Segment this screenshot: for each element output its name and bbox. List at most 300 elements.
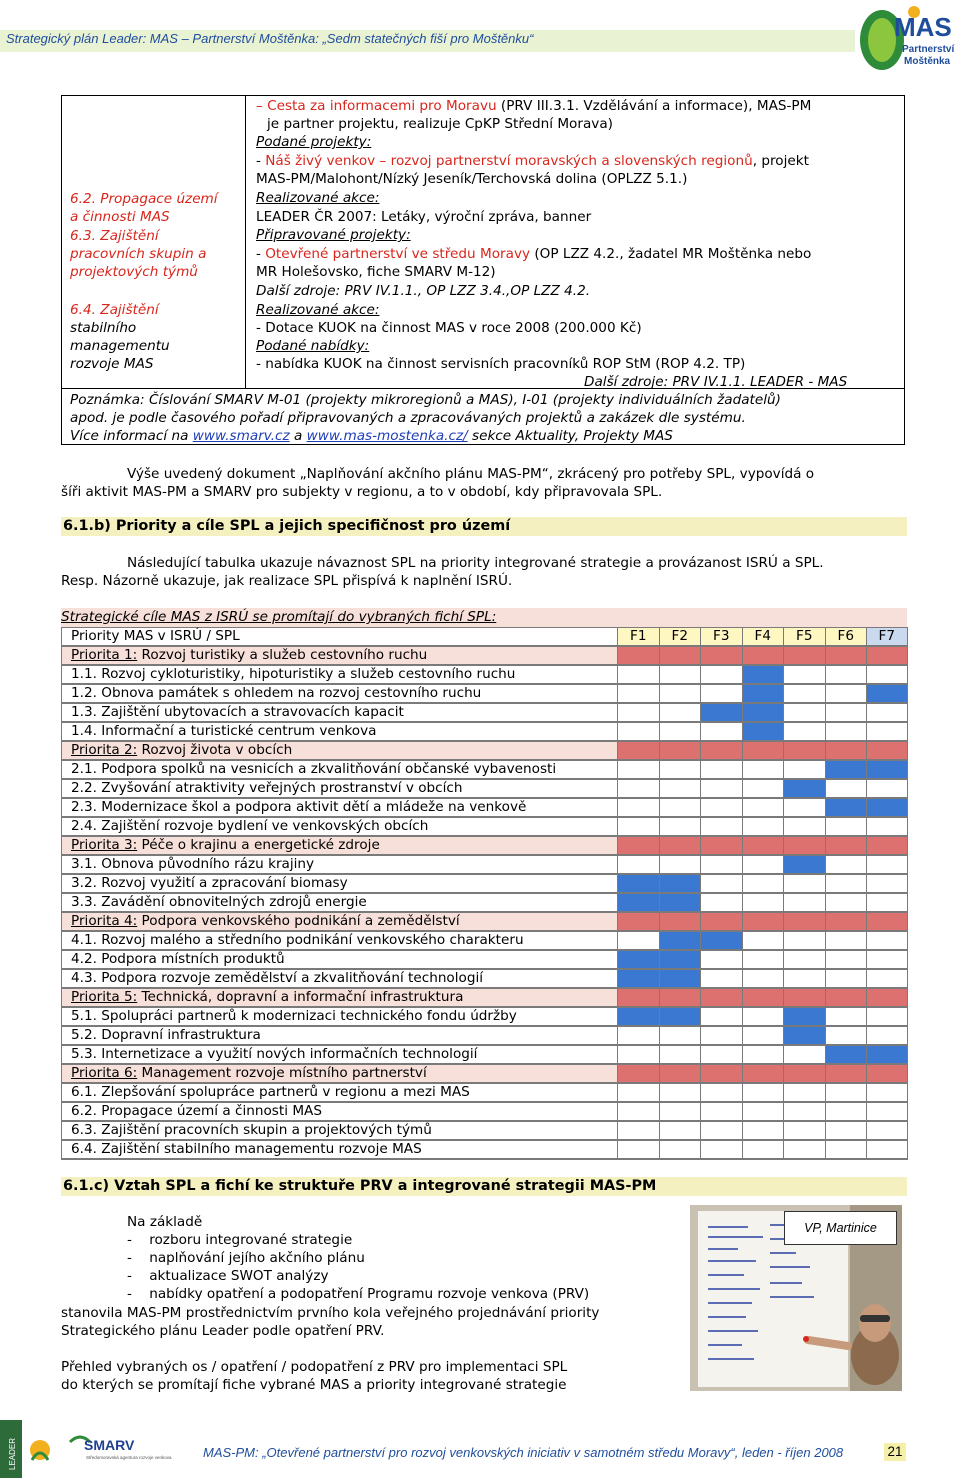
row-malohont: MAS-PM/Malohont/Nízký Jeseník/Terchovská dolina (OPLZZ 5.1.) (256, 171, 688, 187)
list-item: - naplňování jejího akčního plánu (127, 1250, 365, 1266)
section-c-intro: Na základě (127, 1214, 203, 1230)
link-smarv[interactable]: www.smarv.cz (192, 428, 290, 444)
matrix-cell-f7 (866, 684, 908, 703)
matrix-row-label: 4.2. Podpora místních produktů (61, 950, 617, 969)
matrix-cell-f7 (866, 1007, 908, 1026)
fiche-header-f2: F2 (659, 627, 701, 646)
matrix-cell-f2 (659, 665, 701, 684)
matrix-cell-f3 (700, 893, 742, 912)
matrix-cell-f3 (700, 931, 742, 950)
matrix-cell-f2 (659, 1102, 701, 1121)
matrix-cell-f7 (866, 874, 908, 893)
matrix-cell-f3 (700, 912, 742, 931)
goal-row (61, 722, 908, 741)
matrix-cell-f1 (617, 874, 659, 893)
matrix-cell-f6 (825, 969, 867, 988)
matrix-cell-f7 (866, 798, 908, 817)
matrix-cell-f4 (742, 798, 784, 817)
matrix-cell-f6 (825, 1102, 867, 1121)
matrix-cell-f6 (825, 779, 867, 798)
matrix-cell-f4 (742, 1007, 784, 1026)
matrix-cell-f1 (617, 893, 659, 912)
matrix-cell-f5 (783, 1064, 825, 1083)
matrix-cell-f2 (659, 874, 701, 893)
matrix-cell-f3 (700, 1083, 742, 1102)
goal-row (61, 969, 908, 988)
matrix-title-row: Strategické cíle MAS z ISRÚ se promítají do vybraných fichí SPL: (61, 608, 907, 627)
matrix-cell-f7 (866, 646, 908, 665)
matrix-cell-f5 (783, 1045, 825, 1064)
matrix-header-label: Priority MAS v ISRÚ / SPL (61, 627, 617, 646)
goal-row (61, 1045, 908, 1064)
matrix-cell-f5 (783, 836, 825, 855)
matrix-cell-f4 (742, 893, 784, 912)
goal-row (61, 703, 908, 722)
matrix-cell-f3 (700, 1007, 742, 1026)
matrix-cell-f4 (742, 874, 784, 893)
matrix-cell-f2 (659, 1083, 701, 1102)
label-podane-nabidky: Podané nabídky: (256, 338, 370, 354)
matrix-cell-f1 (617, 760, 659, 779)
matrix-cell-f1 (617, 1045, 659, 1064)
goal-row (61, 893, 908, 912)
matrix-cell-f3 (700, 646, 742, 665)
matrix-cell-f4 (742, 836, 784, 855)
goal-row (61, 798, 908, 817)
matrix-cell-f2 (659, 836, 701, 855)
smarv-logo (66, 1432, 172, 1472)
matrix-cell-f5 (783, 798, 825, 817)
matrix-cell-f4 (742, 646, 784, 665)
matrix-cell-f5 (783, 646, 825, 665)
projects-table: 6.2. Propagace území a činnosti MAS 6.3. Zajištění pracovních skupin a projektových týmů 6.4. Zajištění stabilního managementu rozvoje MAS – Cesta za informacemi pro Moravu (PRV III.3.1. Vzdělávání a informace), MAS-PM je partner projektu, realizuje CpKP Střední Morava) Podané projekty: - Náš živý venkov – rozvoj partnerství moravských a slovenských regionů, projekt MAS-PM/Malohont/Nízký Jeseník/Terchovská dolina (OPLZZ 5.1.) Realizované akce: LEADER ČR 2007: Letáky, výroční zpráva, banner Připravované projekty: - Otevřené partnerství ve středu Moravy (OP LZZ 4.2., žadatel MR Moštěnka nebo MR Holešovsko, fiche SMARV M-12) Další zdroje: PRV IV.1.1., OP LZZ 3.4.,OP LZZ 4.2. Realizované akce: - Dotace KUOK na činnost MAS v roce 2008 (200.000 Kč) Podané nabídky: - nabídka KUOK na činnost servisních pracovníků ROP StM (ROP 4.2. TP) Další zdroje: PRV IV.1.1. LEADER - MAS Poznámka: Číslování SMARV M-01 (projekty mikroregionů a MAS), I-01 (projekty individuálních žadatelů) apod. je podle časového pořadí připravovaných a zpracovávaných projektů a zakázek dle systému. Více informací na www.smarv.cz a www.mas-mostenka.cz/ sekce Aktuality, Projekty MAS (61, 95, 905, 445)
matrix-cell-f3 (700, 1064, 742, 1083)
matrix-cell-f5 (783, 1102, 825, 1121)
matrix-cell-f3 (700, 874, 742, 893)
matrix-cell-f2 (659, 1007, 701, 1026)
matrix-row-label: 6.2. Propagace území a činnosti MAS (61, 1102, 617, 1121)
matrix-cell-f3 (700, 817, 742, 836)
matrix-cell-f6 (825, 741, 867, 760)
matrix-cell-f7 (866, 1121, 908, 1140)
matrix-row-label: Priorita 2: Rozvoj života v obcích (61, 741, 617, 760)
matrix-cell-f7 (866, 1102, 908, 1121)
matrix-cell-f3 (700, 969, 742, 988)
goal-row (61, 1102, 908, 1121)
matrix-cell-f1 (617, 988, 659, 1007)
matrix-row-label: 3.1. Obnova původního rázu krajiny (61, 855, 617, 874)
note-line-3: Více informací na www.smarv.cz a www.mas-mostenka.cz/ sekce Aktuality, Projekty MAS (70, 428, 673, 444)
matrix-cell-f4 (742, 950, 784, 969)
matrix-cell-f1 (617, 798, 659, 817)
matrix-cell-f5 (783, 741, 825, 760)
matrix-cell-f7 (866, 665, 908, 684)
list-item: - nabídky opatření a podopatření Programu rozvoje venkova (PRV) (127, 1286, 590, 1302)
row-leader-cr: LEADER ČR 2007: Letáky, výroční zpráva, banner (256, 209, 592, 225)
goal-row (61, 817, 908, 836)
matrix-cell-f1 (617, 1007, 659, 1026)
matrix-cell-f7 (866, 1083, 908, 1102)
goal-row (61, 931, 908, 950)
matrix-cell-f6 (825, 722, 867, 741)
matrix-cell-f5 (783, 893, 825, 912)
matrix-cell-f1 (617, 855, 659, 874)
matrix-cell-f1 (617, 1102, 659, 1121)
matrix-cell-f7 (866, 988, 908, 1007)
matrix-row-label: 1.4. Informační a turistické centrum venkova (61, 722, 617, 741)
matrix-cell-f6 (825, 855, 867, 874)
matrix-cell-f6 (825, 817, 867, 836)
matrix-cell-f3 (700, 703, 742, 722)
matrix-cell-f5 (783, 1140, 825, 1159)
matrix-row-label: 2.1. Podpora spolků na vesnicích a zkvalitňování občanské vybavenosti (61, 760, 617, 779)
matrix-cell-f2 (659, 931, 701, 950)
matrix-cell-f3 (700, 950, 742, 969)
matrix-cell-f5 (783, 1083, 825, 1102)
matrix-cell-f1 (617, 1121, 659, 1140)
goal-row (61, 1121, 908, 1140)
matrix-row-label: 2.4. Zajištění rozvoje bydlení ve venkovských obcích (61, 817, 617, 836)
section-c-line-4: Přehled vybraných os / opatření / podopatření z PRV pro implementaci SPL (61, 1359, 568, 1375)
matrix-cell-f4 (742, 988, 784, 1007)
matrix-cell-f5 (783, 684, 825, 703)
matrix-cell-f6 (825, 950, 867, 969)
matrix-cell-f3 (700, 741, 742, 760)
matrix-cell-f5 (783, 665, 825, 684)
row-mr-holesovsko: MR Holešovsko, fiche SMARV M-12) (256, 264, 496, 280)
row-cesta: – Cesta za informacemi pro Moravu (PRV III.3.1. Vzdělávání a informace), MAS-PM (256, 98, 812, 114)
goal-row (61, 1026, 908, 1045)
matrix-cell-f2 (659, 893, 701, 912)
goal-row (61, 1140, 908, 1159)
logo-partnerstvi-text: Partnerství (902, 44, 955, 55)
matrix-cell-f6 (825, 798, 867, 817)
matrix-bottom-border (61, 1159, 908, 1160)
label-podane-projekty: Podané projekty: (256, 134, 372, 150)
matrix-cell-f4 (742, 931, 784, 950)
matrix-cell-f4 (742, 703, 784, 722)
matrix-cell-f5 (783, 874, 825, 893)
matrix-cell-f2 (659, 988, 701, 1007)
matrix-cell-f1 (617, 1026, 659, 1045)
matrix-row-label: 4.1. Rozvoj malého a středního podnikání venkovského charakteru (61, 931, 617, 950)
priority-row (61, 836, 908, 855)
footer-text: MAS-PM: „Otevřené partnerství pro rozvoj venkovských iniciativ v samotném středu Moravy“, leden - říjen 2008 (203, 1445, 844, 1460)
row-nabidka-kuok: - nabídka KUOK na činnost servisních pracovníků ROP StM (ROP 4.2. TP) (256, 356, 746, 372)
matrix-cell-f7 (866, 760, 908, 779)
matrix-cell-f6 (825, 1026, 867, 1045)
matrix-cell-f1 (617, 779, 659, 798)
matrix-cell-f1 (617, 931, 659, 950)
list-item: - aktualizace SWOT analýzy (127, 1268, 329, 1284)
goal-row (61, 1083, 908, 1102)
matrix-cell-f2 (659, 1045, 701, 1064)
matrix-cell-f1 (617, 950, 659, 969)
matrix-row-label: 5.2. Dopravní infrastruktura (61, 1026, 617, 1045)
logo-mostenka-text: Moštěnka (904, 56, 951, 67)
matrix-cell-f3 (700, 684, 742, 703)
matrix-cell-f2 (659, 817, 701, 836)
fiche-header-f1: F1 (617, 627, 659, 646)
matrix-cell-f2 (659, 703, 701, 722)
matrix-cell-f5 (783, 950, 825, 969)
matrix-cell-f3 (700, 798, 742, 817)
fiche-header-f4: F4 (742, 627, 784, 646)
matrix-row-label: Priorita 4: Podpora venkovského podnikání a zemědělství (61, 912, 617, 931)
priority-row (61, 912, 908, 931)
matrix-cell-f4 (742, 684, 784, 703)
logo-mas-text: MAS (894, 12, 952, 42)
matrix-cell-f7 (866, 855, 908, 874)
matrix-cell-f1 (617, 912, 659, 931)
priority-row (61, 988, 908, 1007)
matrix-cell-f5 (783, 1007, 825, 1026)
mas-logo (852, 0, 960, 75)
matrix-cell-f2 (659, 950, 701, 969)
matrix-cell-f5 (783, 969, 825, 988)
row-dalsi-zdroje-2: Další zdroje: PRV IV.1.1. LEADER - MAS (584, 374, 848, 390)
matrix-cell-f1 (617, 684, 659, 703)
matrix-row-label: Priorita 5: Technická, dopravní a informační infrastruktura (61, 988, 617, 1007)
matrix-row-label: 6.1. Zlepšování spolupráce partnerů v regionu a mezi MAS (61, 1083, 617, 1102)
matrix-cell-f2 (659, 1064, 701, 1083)
matrix-row-label: 6.3. Zajištění pracovních skupin a projektových týmů (61, 1121, 617, 1140)
matrix-cell-f6 (825, 665, 867, 684)
goal-row (61, 684, 908, 703)
row-dotace-kuok: - Dotace KUOK na činnost MAS v roce 2008 (200.000 Kč) (256, 320, 642, 336)
matrix-cell-f2 (659, 1121, 701, 1140)
matrix-cell-f4 (742, 760, 784, 779)
matrix-cell-f1 (617, 1083, 659, 1102)
row-nas-zivy-venkov: - Náš živý venkov – rozvoj partnerství moravských a slovenských regionů, projekt (256, 153, 809, 169)
goal-row (61, 1007, 908, 1026)
matrix-cell-f4 (742, 1121, 784, 1140)
matrix-cell-f2 (659, 1140, 701, 1159)
priority-row (61, 741, 908, 760)
row-cesta-2: je partner projektu, realizuje CpKP Střední Morava) (267, 116, 613, 132)
matrix-row-label: 1.1. Rozvoj cykloturistiky, hipoturistiky a služeb cestovního ruchu (61, 665, 617, 684)
matrix-cell-f4 (742, 969, 784, 988)
matrix-cell-f2 (659, 1026, 701, 1045)
matrix-row-label: 1.3. Zajištění ubytovacích a stravovacích kapacit (61, 703, 617, 722)
matrix-cell-f4 (742, 741, 784, 760)
matrix-cell-f2 (659, 684, 701, 703)
matrix-cell-f3 (700, 779, 742, 798)
matrix-cell-f6 (825, 684, 867, 703)
matrix-cell-f7 (866, 931, 908, 950)
matrix-cell-f3 (700, 988, 742, 1007)
fiche-header-f6: F6 (825, 627, 867, 646)
label-pripravovane-projekty: Připravované projekty: (256, 227, 411, 243)
matrix-cell-f6 (825, 646, 867, 665)
matrix-cell-f2 (659, 779, 701, 798)
matrix-row-label: Priorita 1: Rozvoj turistiky a služeb cestovního ruchu (61, 646, 617, 665)
matrix-cell-f1 (617, 703, 659, 722)
row-otevrene-partnerstvi: - Otevřené partnerství ve středu Moravy (OP LZZ 4.2., žadatel MR Moštěnka nebo (256, 246, 812, 262)
label-realizovane-akce-1: Realizované akce: (256, 190, 380, 206)
list-item: - rozboru integrované strategie (127, 1232, 353, 1248)
matrix-cell-f6 (825, 1083, 867, 1102)
matrix-cell-f4 (742, 665, 784, 684)
matrix-cell-f7 (866, 893, 908, 912)
intro-line-2: šíři aktivit MAS-PM a SMARV pro subjekty v regionu, a to v období, kdy připravovala SPL. (61, 484, 663, 500)
matrix-cell-f2 (659, 741, 701, 760)
matrix-cell-f5 (783, 779, 825, 798)
matrix-cell-f4 (742, 779, 784, 798)
matrix-cell-f1 (617, 836, 659, 855)
matrix-cell-f7 (866, 912, 908, 931)
section-c-line-2: stanovila MAS-PM prostřednictvím prvního kola veřejného projednávání priority (61, 1305, 600, 1321)
matrix-cell-f6 (825, 988, 867, 1007)
matrix-cell-f3 (700, 1140, 742, 1159)
matrix-cell-f6 (825, 1140, 867, 1159)
matrix-cell-f5 (783, 855, 825, 874)
matrix-cell-f6 (825, 874, 867, 893)
matrix-cell-f5 (783, 1026, 825, 1045)
matrix-cell-f6 (825, 836, 867, 855)
matrix-cell-f4 (742, 1026, 784, 1045)
matrix-cell-f7 (866, 1026, 908, 1045)
matrix-cell-f7 (866, 817, 908, 836)
matrix-row-label: 4.3. Podpora rozvoje zemědělství a zkvalitňování technologií (61, 969, 617, 988)
matrix-cell-f4 (742, 912, 784, 931)
photo-caption: VP, Martinice (784, 1211, 897, 1245)
matrix-cell-f2 (659, 912, 701, 931)
matrix-cell-f6 (825, 893, 867, 912)
matrix-row-label: 1.2. Obnova památek s ohledem na rozvoj cestovního ruchu (61, 684, 617, 703)
matrix-cell-f7 (866, 1045, 908, 1064)
goal-row (61, 855, 908, 874)
matrix-cell-f1 (617, 1064, 659, 1083)
priority-row (61, 646, 908, 665)
matrix-cell-f3 (700, 760, 742, 779)
priority-row (61, 1064, 908, 1083)
page-number: 21 (884, 1443, 906, 1461)
note-line-1: Poznámka: Číslování SMARV M-01 (projekty mikroregionů a MAS), I-01 (projekty individuálních žadatelů) (70, 392, 781, 408)
matrix-cell-f1 (617, 741, 659, 760)
document-title: Strategický plán Leader: MAS – Partnerství Moštěnka: „Sedm statečných fiší pro Moštěnku“ (6, 31, 534, 46)
fiche-header-f7: F7 (866, 627, 908, 646)
section-c-line-5: do kterých se promítají fiche vybrané MAS a priority integrované strategie (61, 1377, 567, 1393)
matrix-row-label: Priorita 6: Management rozvoje místního partnerství (61, 1064, 617, 1083)
svg-text:Středomoravská agentura rozvoj: Středomoravská agentura rozvoje venkova (86, 1455, 172, 1460)
matrix-row-label: 5.3. Internetizace a využití nových informačních technologií (61, 1045, 617, 1064)
row-dalsi-zdroje-1: Další zdroje: PRV IV.1.1., OP LZZ 3.4.,OP LZZ 4.2. (256, 283, 591, 299)
matrix-cell-f2 (659, 646, 701, 665)
intro-line-1: Výše uvedený dokument „Naplňování akčního plánu MAS-PM“, zkrácený pro potřeby SPL, vypovídá o (127, 466, 815, 482)
matrix-cell-f6 (825, 1121, 867, 1140)
matrix-cell-f7 (866, 722, 908, 741)
matrix-cell-f6 (825, 760, 867, 779)
svg-text:SMARV: SMARV (84, 1437, 135, 1453)
section-c-line-3: Strategického plánu Leader podle opatření PRV. (61, 1323, 385, 1339)
matrix-cell-f3 (700, 1026, 742, 1045)
matrix-cell-f5 (783, 817, 825, 836)
matrix-row-label: 6.4. Zajištění stabilního managementu rozvoje MAS (61, 1140, 617, 1159)
matrix-cell-f4 (742, 855, 784, 874)
fiche-header-f5: F5 (783, 627, 825, 646)
matrix-cell-f4 (742, 1045, 784, 1064)
matrix-cell-f5 (783, 931, 825, 950)
matrix-header-row (61, 627, 908, 646)
leader-logo (0, 1420, 60, 1478)
section-heading-c: 6.1.c) Vztah SPL a fichí ke struktuře PRV a integrované strategii MAS-PM (61, 1177, 907, 1196)
matrix-cell-f4 (742, 722, 784, 741)
matrix-cell-f4 (742, 1083, 784, 1102)
goal-row (61, 874, 908, 893)
matrix-cell-f5 (783, 912, 825, 931)
matrix-cell-f7 (866, 836, 908, 855)
matrix-cell-f1 (617, 1140, 659, 1159)
matrix-cell-f2 (659, 760, 701, 779)
section-b-line-1: Následující tabulka ukazuje návaznost SPL na priority integrované strategie a provázanost ISRÚ a SPL. (127, 555, 824, 571)
fiche-header-f3: F3 (700, 627, 742, 646)
matrix-cell-f5 (783, 722, 825, 741)
matrix-cell-f4 (742, 817, 784, 836)
matrix-cell-f7 (866, 1140, 908, 1159)
matrix-cell-f5 (783, 1121, 825, 1140)
matrix-cell-f6 (825, 931, 867, 950)
matrix-cell-f7 (866, 779, 908, 798)
goal-row (61, 665, 908, 684)
link-mas-mostenka[interactable]: www.mas-mostenka.cz/ (306, 428, 468, 444)
matrix-cell-f7 (866, 969, 908, 988)
matrix-cell-f5 (783, 988, 825, 1007)
matrix-row-label: 2.3. Modernizace škol a podpora aktivit dětí a mládeže na venkově (61, 798, 617, 817)
matrix-row-label: Priorita 3: Péče o krajinu a energetické zdroje (61, 836, 617, 855)
matrix-cell-f1 (617, 817, 659, 836)
matrix-cell-f2 (659, 722, 701, 741)
matrix-cell-f2 (659, 855, 701, 874)
matrix-cell-f7 (866, 950, 908, 969)
note-line-2: apod. je podle časového pořadí připravovaných a zpracovávaných projektů a zakázek dle systému. (70, 410, 746, 426)
goal-row (61, 950, 908, 969)
matrix-cell-f6 (825, 1007, 867, 1026)
matrix-cell-f5 (783, 703, 825, 722)
matrix-row-label: 3.3. Zavádění obnovitelných zdrojů energie (61, 893, 617, 912)
matrix-cell-f1 (617, 969, 659, 988)
matrix-cell-f6 (825, 1064, 867, 1083)
matrix-cell-f3 (700, 836, 742, 855)
matrix-cell-f6 (825, 1045, 867, 1064)
matrix-cell-f4 (742, 1102, 784, 1121)
matrix-row-label: 5.1. Spolupráci partnerů k modernizaci technického fondu údržby (61, 1007, 617, 1026)
matrix-cell-f7 (866, 1064, 908, 1083)
section-b-line-2: Resp. Názorně ukazuje, jak realizace SPL přispívá k naplnění ISRÚ. (61, 573, 513, 589)
matrix-cell-f7 (866, 741, 908, 760)
goal-row (61, 760, 908, 779)
matrix-cell-f3 (700, 855, 742, 874)
matrix-cell-f6 (825, 703, 867, 722)
label-realizovane-akce-2: Realizované akce: (256, 302, 380, 318)
matrix-cell-f6 (825, 912, 867, 931)
matrix-cell-f4 (742, 1064, 784, 1083)
goal-row (61, 779, 908, 798)
matrix-cell-f1 (617, 646, 659, 665)
matrix-cell-f2 (659, 798, 701, 817)
matrix-cell-f3 (700, 1102, 742, 1121)
matrix-cell-f7 (866, 703, 908, 722)
matrix-cell-f4 (742, 1140, 784, 1159)
matrix-row-label: 3.2. Rozvoj využití a zpracování biomasy (61, 874, 617, 893)
matrix-row-label: 2.2. Zvyšování atraktivity veřejných prostranství v obcích (61, 779, 617, 798)
matrix-cell-f2 (659, 969, 701, 988)
matrix-cell-f1 (617, 722, 659, 741)
matrix-cell-f3 (700, 1045, 742, 1064)
matrix-cell-f5 (783, 760, 825, 779)
matrix-cell-f3 (700, 722, 742, 741)
section-heading-b: 6.1.b) Priority a cíle SPL a jejich specifičnost pro území (61, 517, 907, 536)
